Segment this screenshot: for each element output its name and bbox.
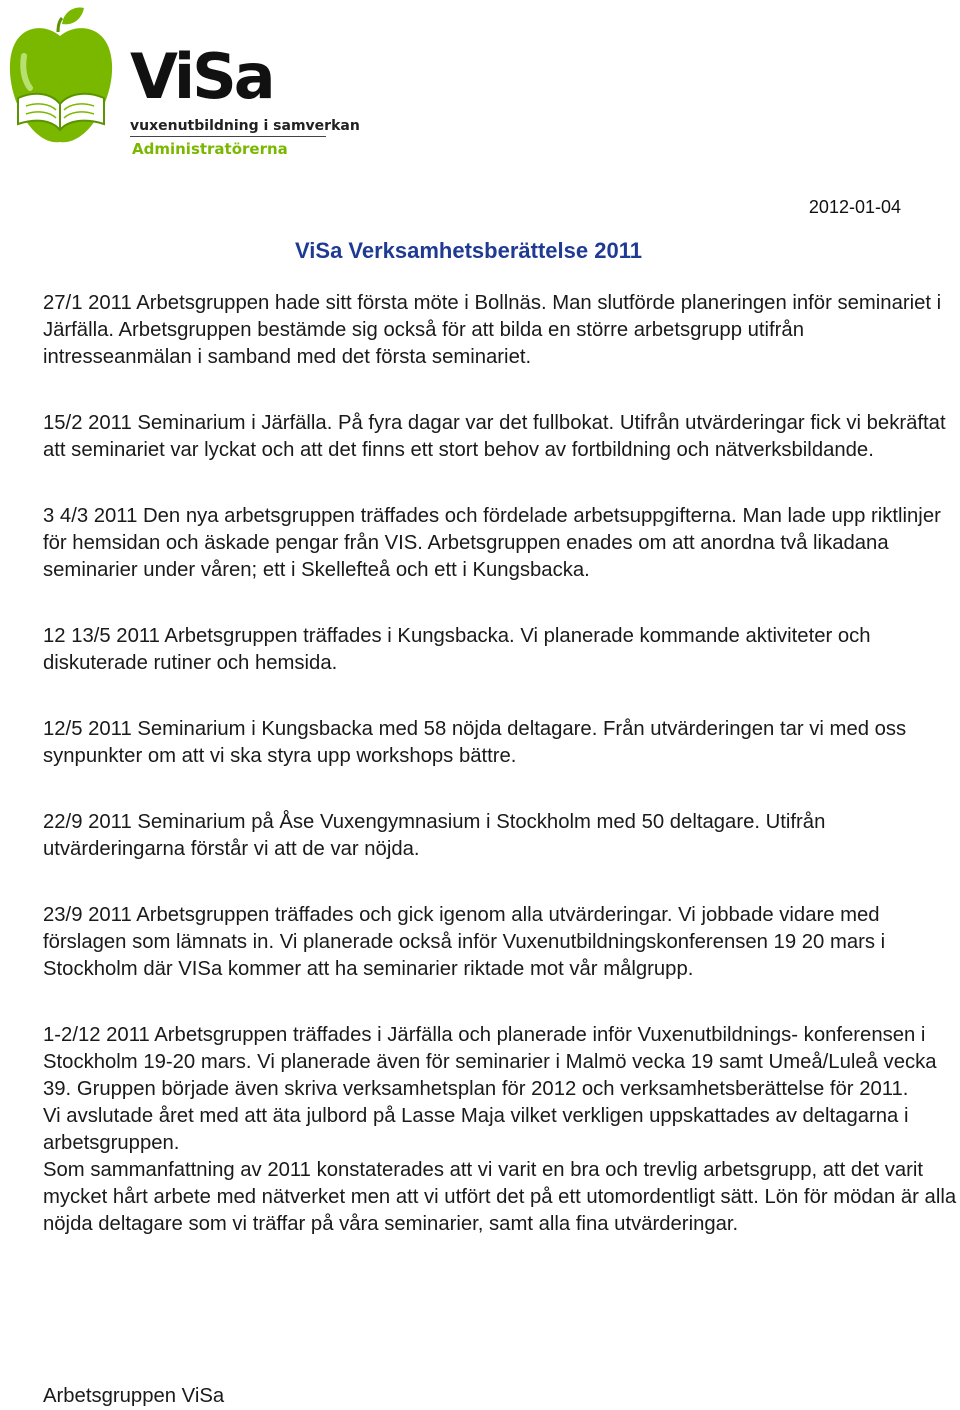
apple-book-icon — [4, 6, 130, 156]
entry-paragraph: Vi avslutade året med att äta julbord på Lasse Maja vilket verkligen uppskattades av deltagarna i arbetsgruppen. — [43, 1105, 909, 1154]
logo-subtitle: vuxenutbildning i samverkan — [130, 118, 360, 134]
signature: Arbetsgruppen ViSa — [43, 1385, 225, 1407]
entry-paragraph: 12/5 2011 Seminarium i Kungsbacka med 58 nöjda deltagare. Från utvärderingen tar vi med oss synpunkter om att vi ska styra upp workshops bättre. — [43, 718, 907, 767]
visa-logo — [4, 6, 360, 158]
entry-paragraph: 12 13/5 2011 Arbetsgruppen träffades i Kungsbacka. Vi planerade kommande aktiviteter och diskuterade rutiner och hemsida. — [43, 625, 871, 674]
entry-paragraph: 1-2/12 2011 Arbetsgruppen träffades i Järfälla och planerade inför Vuxenutbildnings- konferensen i Stockholm 19-20 mars. Vi planerade även för seminarier i Malmö vecka 19 samt Umeå/Luleå vecka 39. Gruppen började även skriva verksamhetsplan för 2012 och verksamhetsberättelse för 2011. — [43, 1024, 937, 1100]
logo-divider — [130, 136, 326, 137]
entry-paragraph: 23/9 2011 Arbetsgruppen träffades och gick igenom alla utvärderingar. Vi jobbade vidare med förslagen som lämnats in. Vi planerade också inför Vuxenutbildningskonferensen 19 20 mars i Stockholm där VISa kommer att ha seminarier riktade mot vår målgrupp. — [43, 904, 886, 980]
entry-paragraph: 3 4/3 2011 Den nya arbetsgruppen träffades och fördelade arbetsuppgifterna. Man lade upp riktlinjer för hemsidan och äskade pengar från VIS. Arbetsgruppen enades om att anordna två likadana seminarier under våren; ett i Skellefteå och ett i Kungsbacka. — [43, 505, 941, 581]
document-body — [43, 290, 958, 1238]
document-date: 2012-01-04 — [808, 197, 901, 217]
logo-brand: ViSa — [130, 40, 273, 113]
logo-group: Administratörerna — [132, 140, 288, 158]
entry-paragraph: 15/2 2011 Seminarium i Järfälla. På fyra dagar var det fullbokat. Utifrån utvärderingar fick vi bekräftat att seminariet var lyckat och att det finns ett stort behov av fortbildning och nätverksbildande. — [43, 412, 946, 461]
page-title: ViSa Verksamhetsberättelse 2011 — [295, 238, 642, 263]
entry-paragraph: 22/9 2011 Seminarium på Åse Vuxengymnasium i Stockholm med 50 deltagare. Utifrån utvärderingarna förstår vi att de var nöjda. — [43, 811, 826, 860]
entry-paragraph: 27/1 2011 Arbetsgruppen hade sitt första möte i Bollnäs. Man slutförde planeringen inför seminariet i Järfälla. Arbetsgruppen bestämde sig också för att bilda en större arbetsgrupp utifrån intresseanmälan i samband med det första seminariet. — [43, 292, 942, 368]
summary-paragraph: Som sammanfattning av 2011 konstaterades att vi varit en bra och trevlig arbetsgrupp, att det varit mycket hårt arbete med nätverket men att vi utfört det på ett utomordentligt sätt. Lön för mödan är alla nöjda deltagare som vi träffar på våra seminarier, samt alla fina utvärderingar. — [43, 1159, 957, 1235]
